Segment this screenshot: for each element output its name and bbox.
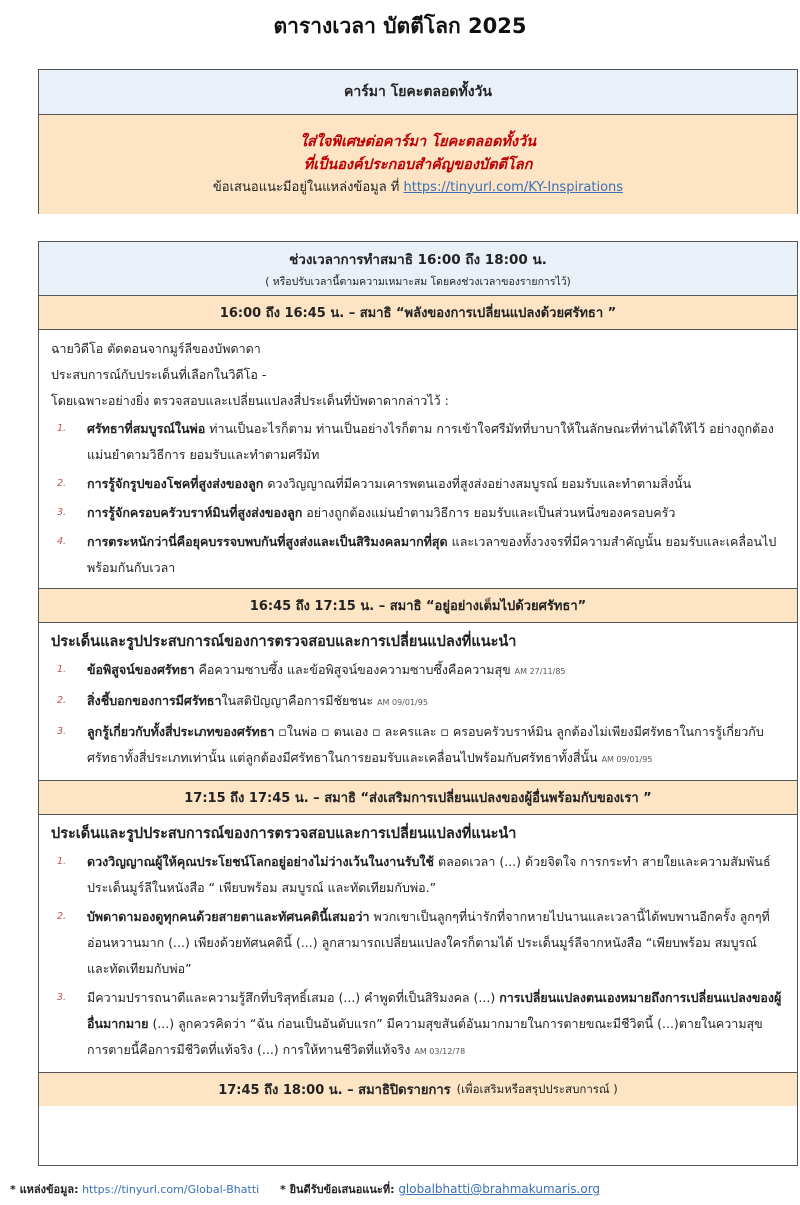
footer-feedback: * ยินดีรับข้อเสนอแนะที่: globalbhatti@brahmakumaris.org [280, 1182, 601, 1196]
slot-3-subhead: ประเด็นและรูปประสบการณ์ของการตรวจสอบและการเปลี่ยนแปลงที่แนะนำ [51, 826, 517, 842]
slot-4-title: 17:45 ถึง 18:00 น. – สมาธิปิดรายการ [218, 1083, 451, 1098]
slot-1-list [51, 416, 783, 581]
source-note-text: ข้อเสนอแนะมีอยู่ในแหล่งข้อมูล ที่ [212, 179, 404, 195]
list-item: 2. บัพดาดามองดูทุกคนด้วยสายตาและทัศนคตินี้เสมอว่า พวกเขาเป็นลูกๆที่น่ารักที่จากหายไปนานและเวลานี้ได้พบพานอีกครั้ง ลูกๆที่อ่อนหวานมาก (...) เพียงด้วยทัศนคตินี้ (...) ลูกสามารถเปลี่ยนแปลงใครก็ตามได้ ประเด็นมูร์ลีจากหนังสือ “เพียบพร้อม สมบูรณ์ และทัดเทียมกับพ่อ” [57, 909, 770, 976]
slot-1-line-3: โดยเฉพาะอย่างยิ่ง ตรวจสอบและเปลี่ยนแปลงสี่ประเด็นที่บัพดาดากล่าวไว้ : [51, 393, 449, 408]
slot-3-header: 17:15 ถึง 17:45 น. – สมาธิ “ส่งเสริมการเปลี่ยนแปลงของผู้อื่นพร้อมกับของเรา ” [39, 780, 797, 815]
page-title: ตารางเวลา บัตตีโลก 2025 [273, 14, 527, 38]
list-item: 4. การตระหนักว่านี่คือยุคบรรจบพบกันที่สูงส่งและเป็นสิริมงคลมากที่สุด และเวลาของทั้งวงจรที่มีความสำคัญนั้น ยอมรับและเคลื่อนไปพร้อมกันกับเวลา [57, 534, 777, 575]
highlight-line-1: ใส่ใจพิเศษต่อคาร์มา โยคะตลอดทั้งวัน [299, 133, 537, 150]
list-item: 1. ศรัทธาที่สมบูรณ์ในพ่อ ท่านเป็นอะไรก็ตาม ท่านเป็นอย่างไรก็ตาม การเข้าใจศรีมัทที่บาบาให้ในลักษณะที่ท่านได้ให้ไว้ อย่างถูกต้องแม่นยำตามวิธีการ ยอมรับและทำตามศรีมัท [57, 421, 774, 462]
slot-3-body [39, 815, 797, 1072]
footer-source: * แหล่งข้อมูล: https://tinyurl.com/Global-Bhatti [10, 1183, 260, 1196]
list-item: 3. ลูกรู้เกี่ยวกับทั้งสี่ประเภทของศรัทธา ▫ในพ่อ ▫ ตนเอง ▫ ละครและ ▫ ครอบครัวบราห์มิน ลูกต้องไม่เพียงมีศรัทธาในการรู้เกี่ยวกับศรัทธาทั้งสี่ประเภทเท่านั้น แต่ลูกต้องมีศรัทธาในการยอมรับและเคลื่อนไปพร้อมกับศรัทธาทั้งสี่นั้น AM 09/01/95 [57, 724, 764, 765]
karma-yoga-header: คาร์มา โยคะตลอดทั้งวัน [39, 70, 797, 115]
slot-4-header [39, 1072, 797, 1106]
slot-2-body [39, 623, 797, 780]
list-item: 3. การรู้จักครอบครัวบราห์มินที่สูงส่งของลูก อย่างถูกต้องแม่นยำตามวิธีการ ยอมรับและเป็นส่วนหนึ่งของครอบครัว [57, 505, 676, 520]
slot-2-list [51, 657, 783, 773]
slot-4-sub: (เพื่อเสริมหรือสรุปประสบการณ์ ) [456, 1081, 618, 1096]
session-time: ช่วงเวลาการทำสมาธิ 16:00 ถึง 18:00 น. [289, 251, 547, 268]
ky-inspirations-link[interactable]: https://tinyurl.com/KY-Inspirations [403, 179, 624, 195]
session-header [39, 242, 797, 295]
karma-yoga-box [38, 69, 798, 214]
highlight-line-2: ที่เป็นองค์ประกอบสำคัญของบัตตีโลก [303, 156, 533, 173]
list-item: 1. ข้อพิสูจน์ของศรัทธา คือความซาบซึ้ง และข้อพิสูจน์ของความซาบซึ้งคือความสุข AM 27/11/85 [57, 662, 566, 677]
slot-3-list [51, 849, 783, 1065]
source-note [213, 177, 623, 199]
slot-1-line-2: ประสบการณ์กับประเด็นที่เลือกในวิดีโอ - [51, 367, 267, 382]
list-item: 2. สิ่งชี้บอกของการมีศรัทธาในสติปัญญาคือการมีชัยชนะ AM 09/01/95 [57, 693, 428, 708]
email-link[interactable]: globalbhatti@brahmakumaris.org [398, 1182, 601, 1196]
slot-1-header: 16:00 ถึง 16:45 น. – สมาธิ “พลังของการเปลี่ยนแปลงด้วยศรัทธา ” [39, 295, 797, 330]
session-box [38, 241, 798, 1166]
list-item: 2. การรู้จักรูปของโชคที่สูงส่งของลูก ดวงวิญญาณที่มีความเคารพตนเองที่สูงส่งอย่างสมบูรณ์ ยอมรับและทำตามสิ่งนั้น [57, 476, 692, 491]
karma-yoga-body [39, 115, 797, 214]
session-note: ( หรือปรับเวลานี้ตามความเหมาะสม โดยคงช่วงเวลาของรายการไว้) [265, 275, 571, 288]
list-item: 1. ดวงวิญญาณผู้ให้คุณประโยชน์โลกอยู่อย่างไม่ว่างเว้นในงานรับใช้ ตลอดเวลา (...) ด้วยจิตใจ การกระทำ สายใยและความสัมพันธ์ประเด็นมูร์ลีในหนังสือ “ เพียบพร้อม สมบูรณ์ และทัดเทียมกับพ่อ.” [57, 854, 771, 895]
slot-2-header: 16:45 ถึง 17:15 น. – สมาธิ “อยู่อย่างเต็มไปด้วยศรัทธา” [39, 588, 797, 623]
list-item: 3. มีความปรารถนาดีและความรู้สึกที่บริสุทธิ์เสมอ (...) คำพูดที่เป็นสิริมงคล (...) การเปลี่ยนแปลงตนเองหมายถึงการเปลี่ยนแปลงของผู้อื่นมากมาย (...) ลูกควรคิดว่า “ฉัน ก่อนเป็นอันดับแรก” มีความสุขสันต์อันมากมายในการตายขณะมีชีวิตนี้ (...)ตายในความสุข การตายนี้คือการมีชีวิตที่แท้จริง (...) การให้ทานชีวิตที่แท้จริง AM 03/12/78 [57, 990, 782, 1057]
slot-1-line-1: ฉายวิดีโอ ตัดตอนจากมูร์ลีของบัพดาดา [51, 341, 261, 356]
global-bhatti-link[interactable]: https://tinyurl.com/Global-Bhatti [82, 1183, 260, 1196]
slot-1-body [39, 330, 797, 588]
footer [10, 1180, 790, 1198]
slot-2-subhead: ประเด็นและรูปประสบการณ์ของการตรวจสอบและการเปลี่ยนแปลงที่แนะนำ [51, 634, 517, 650]
